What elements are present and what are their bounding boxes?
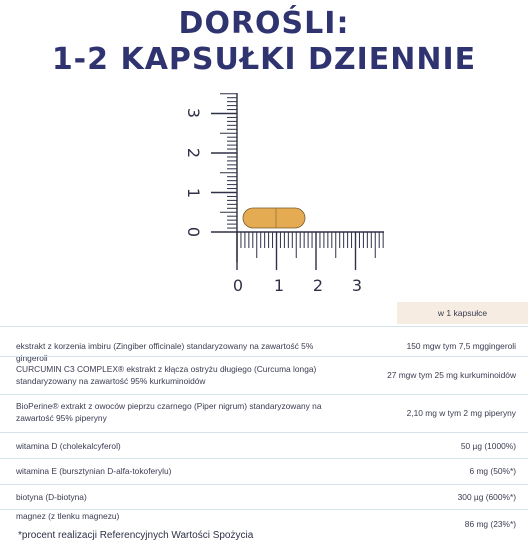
- ruler-label-v0: 0: [184, 226, 203, 238]
- table-row: [0, 394, 528, 433]
- table-row: [0, 326, 528, 363]
- table-row: [0, 509, 528, 530]
- ingredient-value: 300 µg (600%*): [457, 492, 516, 502]
- ingredient-name: witamina D (cholekalcyferol): [16, 441, 121, 451]
- ruler-label-h2: 2: [312, 276, 324, 295]
- ingredient-value: 150 mgw tym 7,5 mggingeroli: [406, 341, 516, 351]
- ingredient-value: 2,10 mg w tym 2 mg piperyny: [406, 408, 516, 418]
- footnote: *procent realizacji Referencyjnych Wartości Spożycia: [18, 530, 254, 541]
- headline-adults: DOROŚLI:: [178, 6, 350, 41]
- ingredient-value: 50 µg (1000%): [460, 441, 516, 451]
- vertical-ruler: [211, 94, 237, 232]
- table-row: [0, 484, 528, 510]
- ruler-label-h3: 3: [351, 276, 363, 295]
- ingredient-name: ekstrakt z korzenia imbiru (Zingiber officinale) standaryzowany na zawartość 5% gingeroli: [16, 341, 314, 363]
- ruler-label-h1: 1: [273, 276, 285, 295]
- ingredient-name: magnez (z tlenku magnezu): [16, 511, 120, 521]
- table-row: [0, 458, 528, 485]
- table-row: [0, 432, 528, 459]
- ruler-label-h0: 0: [232, 276, 244, 295]
- headline-dosage: 1-2 KAPSUŁKI DZIENNIE: [51, 42, 477, 77]
- ingredient-value: 27 mgw tym 25 mg kurkuminoidów: [387, 370, 516, 380]
- table-header-per-capsule: w 1 kapsułce: [397, 302, 528, 324]
- ingredient-name: BioPerine® extrakt z owoców pieprzu czarnego (Piper nigrum) standaryzowany na zawartość 95% piperyny: [16, 401, 322, 423]
- ruler-label-v1: 1: [184, 187, 203, 199]
- ruler-label-v3: 3: [184, 107, 203, 119]
- ingredient-value: 86 mg (23%*): [464, 519, 516, 529]
- ingredient-name: witamina E (bursztynian D-alfa-tokoferylu): [16, 466, 172, 476]
- ingredient-value: 6 mg (50%*): [469, 466, 516, 476]
- capsule-icon: [243, 208, 305, 228]
- ingredient-name: biotyna (D-biotyna): [16, 492, 87, 502]
- table-row: [0, 356, 528, 395]
- horizontal-ruler: [237, 232, 383, 270]
- ingredient-name: CURCUMIN C3 COMPLEX® ekstrakt z kłącza ostryżu długiego (Curcuma longa) standaryzowany na zawartość 95% kurkuminoidów: [16, 364, 317, 386]
- ruler-label-v2: 2: [184, 147, 203, 159]
